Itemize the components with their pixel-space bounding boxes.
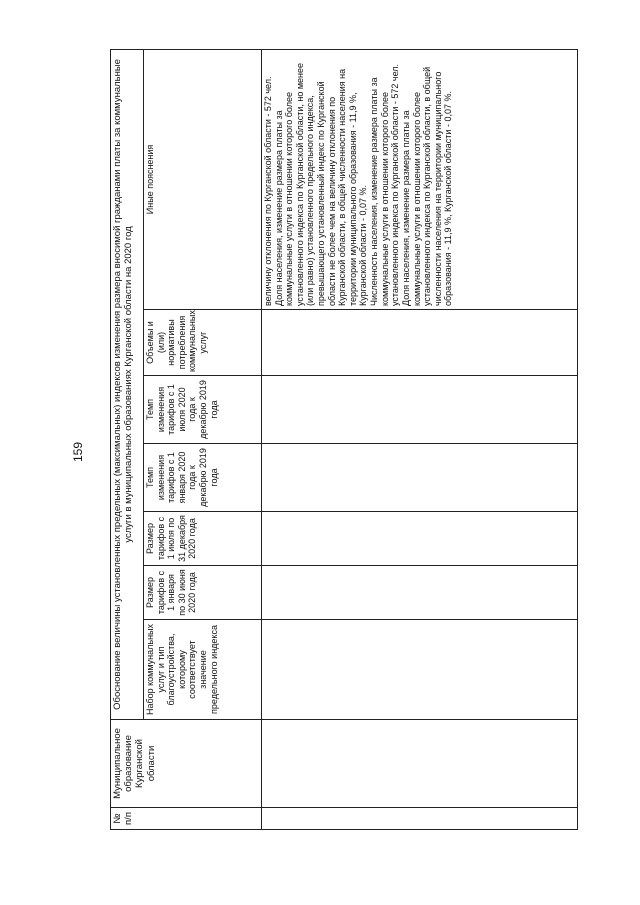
cell-number (262, 808, 578, 830)
col-header-municipality: Муниципальное образование Курганской области (111, 720, 262, 808)
table-title: Обоснование величины установленных предельных (максимальных) индексов изменения размера вносимой гражданами платы за коммунальные услуги в муниципальных образованиях Курганской области на 2020 год (111, 49, 144, 719)
page-number: 159 (71, 441, 85, 463)
cell-consumption (262, 310, 578, 376)
cell-tariff-jul-dec (262, 512, 578, 566)
col-header-tariff-jan-jun: Размер тарифов с 1 января по 30 июня 2020 года (144, 566, 262, 620)
col-header-tariff-jul-dec: Размер тарифов с 1 июля по 31 декабря 2020 года (144, 512, 262, 566)
col-header-other-notes: Иные пояснения (144, 49, 262, 309)
cell-rate-jan (262, 444, 578, 512)
rotated-table-container (110, 50, 572, 830)
col-header-consumption-volumes: Объемы и (или) нормативы потребления коммунальных услуг (144, 310, 262, 376)
note-paragraph: величину отклонения по Курганской области - 572 чел. (263, 76, 273, 306)
note-paragraph: Доля населения, изменение размера платы за коммунальные услуги в отношении которого более установленного индекса по Курганской области, в общей численности населения на территории муниципального образования - 11,9 %, Курганской области - 0,07 %. (400, 66, 454, 306)
justification-table (110, 49, 578, 830)
note-paragraph: Численность населения, изменение размера платы за коммунальные услуги в отношении которого более установленного индекса по Курганской области - 572 чел. (369, 63, 401, 306)
cell-rate-jul (262, 376, 578, 444)
col-header-rate-jul: Темп изменения тарифов с 1 июля 2020 года к декабрю 2019 года (144, 376, 262, 444)
col-header-rate-jan: Темп изменения тарифов с 1 января 2020 года к декабрю 2019 года (144, 444, 262, 512)
cell-service-set (262, 620, 578, 720)
col-header-service-set: Набор коммунальных услуг и тип благоустройства, которому соответствует значение предельного индекса (144, 620, 262, 720)
cell-municipality (262, 720, 578, 808)
table-row (262, 49, 578, 829)
col-header-number: № п/п (111, 808, 262, 830)
cell-other-notes (262, 49, 578, 309)
cell-tariff-jan-jun (262, 566, 578, 620)
note-paragraph: Доля населения, изменение размера платы за коммунальные услуги в отношении которого более установленного индекса по Курганской области, но менее (или равно) установленного предельного индекса, превышающего установленный индекс по Курганской области не более чем на величину отклонения по Курганской области, в общей численности населения на территории муниципального образования - 11,9 %, Курганской области - 0,07 %. (273, 62, 369, 306)
